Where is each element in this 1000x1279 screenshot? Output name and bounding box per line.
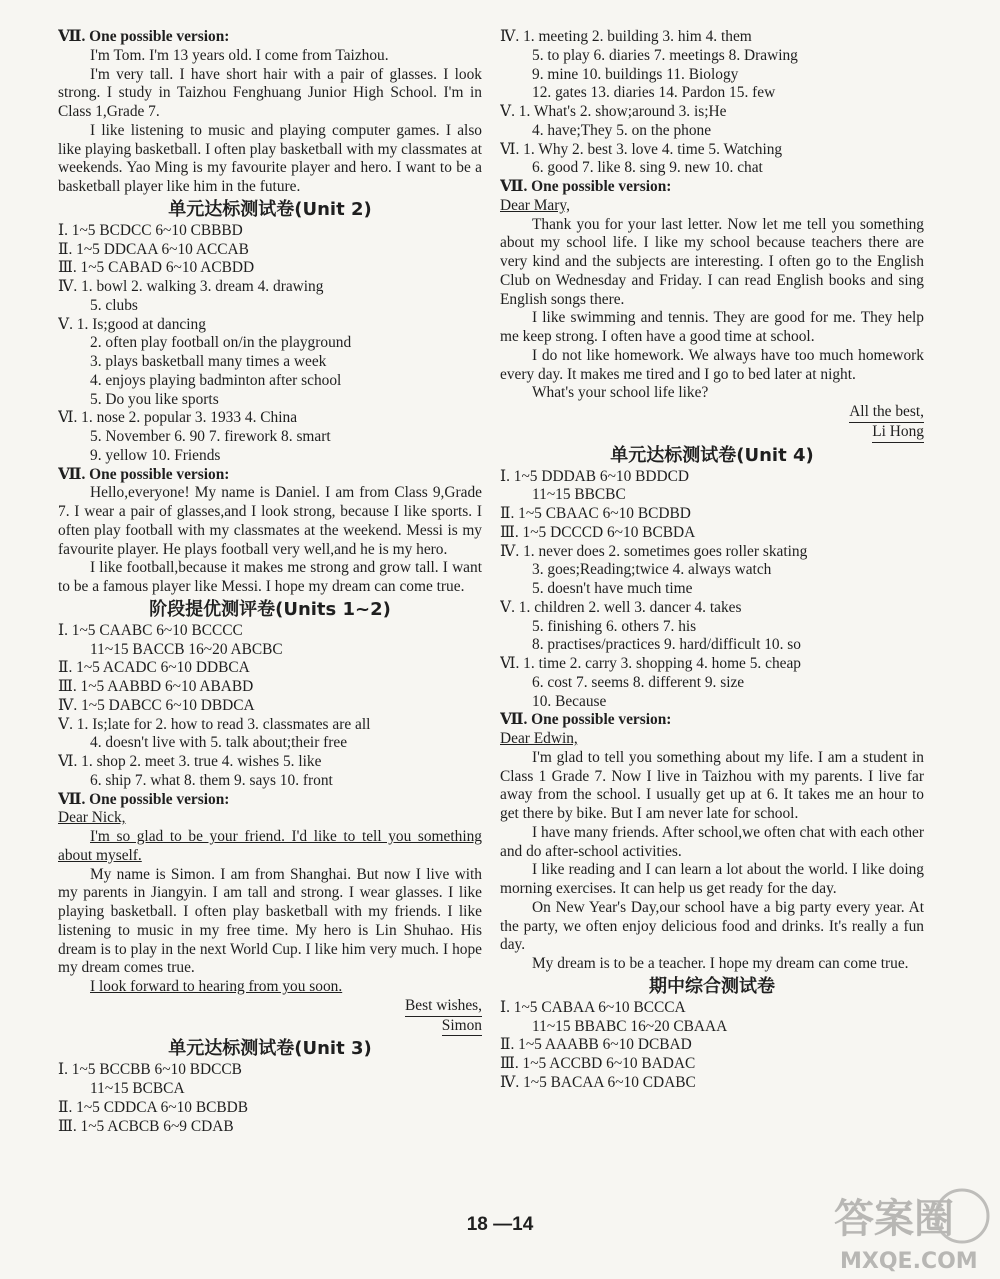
right-line: Ⅱ. 1~5 AAABB 6~10 DCBAD	[500, 1036, 692, 1054]
right-section-heading: 单元达标测试卷(Unit 4)	[610, 444, 814, 466]
right-paragraph: I do not like homework. We always have too much homework every day. It makes me tired and I go to bed later at night.	[500, 346, 924, 383]
right-line: 11~15 BBCBC	[532, 486, 626, 504]
right-line: Dear Edwin,	[500, 730, 578, 747]
right-line: 8. practises/practices 9. hard/difficult 10. so	[532, 636, 801, 654]
right-line: 4. have;They 5. on the phone	[532, 121, 712, 139]
left-line: Ⅵ. 1. shop 2. meet 3. true 4. wishes 5. like	[58, 753, 322, 770]
left-line: Ⅵ. 1. nose 2. popular 3. 1933 4. China	[58, 409, 298, 427]
left-paragraph: My name is Simon. I am from Shanghai. But now I live with my parents in Jiangyin. I am tall and strong. I wear glasses. I like playing basketball. I often play basketball with my friends. I like listening to music in my free time. My hero is Lin Shuhao. His dream is to play in the next World Cup. I like him very much. I hope my dream comes true.	[58, 865, 482, 977]
watermark-logo	[830, 1182, 992, 1274]
right-paragraph: My dream is to be a teacher. I hope my dream can come true.	[532, 955, 909, 972]
right-paragraph: I like swimming and tennis. They are good for me. They help me keep strong. I often have a good time at school.	[500, 309, 924, 345]
right-line: 5. finishing 6. others 7. his	[532, 617, 697, 635]
left-line: Ⅰ. 1~5 BCDCC 6~10 CBBBD	[58, 221, 243, 239]
left-line: I'm Tom. I'm 13 years old. I come from Taizhou.	[90, 46, 389, 64]
right-line: Ⅳ. 1. meeting 2. building 3. him 4. them	[500, 28, 752, 45]
right-paragraph: Thank you for your last letter. Now let me tell you something about my school life. I like my school because teachers there are very kind and the subjects are interesting. I often go to the English Club on Wednesday and Friday. I can read English books and sing English songs there.	[500, 215, 924, 308]
left-line: 5. Do you like sports	[90, 390, 219, 408]
right-paragraph: On New Year's Day,our school have a big party every year. At the party, we often enjoy delicious food and drinks. It's really a fun day.	[500, 898, 924, 954]
watermark-text: 答案圈	[834, 1196, 954, 1242]
right-line	[500, 403, 924, 423]
watermark-url: MXQE.COM	[840, 1249, 978, 1274]
right-part-heading: Ⅶ. One possible version:	[500, 178, 672, 195]
left-section-heading: 单元达标测试卷(Unit 2)	[168, 198, 372, 220]
right-line: Ⅵ. 1. time 2. carry 3. shopping 4. home 5. cheap	[500, 655, 801, 672]
right-line: Ⅵ. 1. Why 2. best 3. love 4. time 5. Watching	[500, 140, 783, 158]
right-paragraph: I'm glad to tell you something about my life. I am a student in Class 1 Grade 7. Now I live in Taizhou with my parents. I live far away from the school. I usually get up at 6. It takes me an hour to get there by bike. But I am never late for school.	[500, 748, 924, 822]
right-line: Ⅴ. 1. children 2. well 3. dancer 4. takes	[500, 598, 742, 616]
left-line: Ⅱ. 1~5 DDCAA 6~10 ACCAB	[58, 240, 249, 258]
right-line: 5. doesn't have much time	[532, 580, 693, 597]
left-line: Ⅳ. 1. bowl 2. walking 3. dream 4. drawing	[58, 278, 324, 295]
left-line: Ⅴ. 1. Is;good at dancing	[58, 315, 206, 333]
right-line: 11~15 BBABC 16~20 CBAAA	[532, 1017, 728, 1035]
right-section-heading: 期中综合测试卷	[649, 975, 775, 997]
right-line: Ⅲ. 1~5 ACCBD 6~10 BADAC	[500, 1055, 696, 1072]
right-line: 9. mine 10. buildings 11. Biology	[532, 65, 739, 83]
left-line: Ⅲ. 1~5 CABAD 6~10 ACBDD	[58, 259, 255, 277]
right-part-heading: Ⅶ. One possible version:	[500, 711, 672, 729]
left-part-heading: Ⅶ. One possible version:	[58, 465, 230, 483]
page-number: 18 —14	[466, 1214, 534, 1235]
left-paragraph: Hello,everyone! My name is Daniel. I am from Class 9,Grade 7. I wear a pair of glasses,and I look strong, because I like sports. I often play football with my classmates at the weekend. Messi is my favourite player. He plays football very well,and he is my hero.	[58, 484, 482, 558]
left-part-heading: Ⅶ. One possible version:	[58, 790, 230, 808]
left-line: 11~15 BACCB 16~20 ABCBC	[90, 640, 283, 658]
right-line: Ⅱ. 1~5 CBAAC 6~10 BCDBD	[500, 505, 691, 522]
left-line: Dear Nick,	[58, 809, 126, 827]
right-line: 10. Because	[532, 692, 607, 710]
left-line: Ⅰ. 1~5 CAABC 6~10 BCCCC	[58, 621, 243, 639]
left-column	[58, 28, 482, 1136]
right-line: 5. to play 6. diaries 7. meetings 8. Drawing	[532, 46, 798, 64]
left-line: 5. November 6. 90 7. firework 8. smart	[90, 428, 331, 445]
right-line: Ⅲ. 1~5 DCCCD 6~10 BCBDA	[500, 523, 696, 541]
left-signature: Best wishes,	[405, 997, 482, 1017]
left-line: Ⅲ. 1~5 ACBCB 6~9 CDAB	[58, 1117, 234, 1135]
right-column	[500, 28, 924, 1093]
left-paragraph: I like listening to music and playing computer games. I also like playing basketball. I often play basketball with my classmates at weekends. Yao Ming is my favourite player and hero. I want to be a basketball player like him in the future.	[58, 121, 482, 195]
right-line: Ⅰ. 1~5 DDDAB 6~10 BDDCD	[500, 467, 690, 485]
left-line: Ⅲ. 1~5 AABBD 6~10 ABABD	[58, 678, 254, 695]
right-paragraph: I like reading and I can learn a lot about the world. I like doing morning exercises. It can help us get ready for the day.	[500, 861, 924, 897]
left-line: 9. yellow 10. Friends	[90, 446, 221, 464]
left-line: 4. enjoys playing badminton after school	[90, 371, 342, 389]
left-line: 2. often play football on/in the playground	[90, 334, 352, 352]
left-paragraph: I'm so glad to be your friend. I'd like to tell you something about myself.	[58, 828, 482, 864]
right-line: Ⅳ. 1~5 BACAA 6~10 CDABC	[500, 1073, 696, 1091]
left-part-heading: Ⅶ. One possible version:	[58, 28, 230, 45]
left-line: 6. ship 7. what 8. them 9. says 10. front	[90, 771, 333, 789]
left-paragraph: I look forward to hearing from you soon.	[90, 978, 343, 995]
left-line: 5. clubs	[90, 296, 138, 314]
left-signature: Simon	[442, 1017, 482, 1037]
right-line: 6. good 7. like 8. sing 9. new 10. chat	[532, 159, 763, 177]
left-line: Ⅳ. 1~5 DABCC 6~10 DBDCA	[58, 696, 255, 714]
left-section-heading: 阶段提优测评卷(Units 1~2)	[149, 598, 391, 620]
right-line: 3. goes;Reading;twice 4. always watch	[532, 561, 772, 579]
left-line: Ⅱ. 1~5 ACADC 6~10 DDBCA	[58, 659, 250, 677]
right-line	[500, 423, 924, 443]
right-paragraph: I have many friends. After school,we often chat with each other and do after-school activities.	[500, 823, 924, 860]
right-line: Ⅴ. 1. What's 2. show;around 3. is;He	[500, 103, 727, 120]
right-line: Ⅰ. 1~5 CABAA 6~10 BCCCA	[500, 998, 686, 1016]
right-line: Ⅳ. 1. never does 2. sometimes goes roller skating	[500, 542, 808, 560]
left-section-heading: 单元达标测试卷(Unit 3)	[168, 1038, 372, 1060]
left-paragraph: I like football,because it makes me strong and grow tall. I want to be a famous player like Messi. I hope my dream can come true.	[58, 559, 482, 595]
left-line: 4. doesn't live with 5. talk about;their free	[90, 734, 348, 752]
left-line: Ⅴ. 1. Is;late for 2. how to read 3. classmates are all	[58, 715, 371, 733]
left-line	[58, 997, 482, 1017]
left-line	[58, 1017, 482, 1037]
right-line: Dear Mary,	[500, 196, 570, 214]
left-line: 3. plays basketball many times a week	[90, 353, 327, 370]
right-signature: Li Hong	[872, 423, 924, 443]
right-line: 12. gates 13. diaries 14. Pardon 15. few	[532, 84, 776, 102]
right-line: What's your school life like?	[532, 384, 709, 402]
left-paragraph: I'm very tall. I have short hair with a pair of glasses. I look strong. I study in Taizhou Fenghuang Junior High School. I'm in Class 1,Grade 7.	[58, 65, 482, 120]
left-line: 11~15 BCBCA	[90, 1080, 185, 1097]
right-signature: All the best,	[849, 403, 924, 423]
left-line: Ⅱ. 1~5 CDDCA 6~10 BCBDB	[58, 1098, 249, 1116]
right-line: 6. cost 7. seems 8. different 9. size	[532, 673, 745, 691]
left-line: Ⅰ. 1~5 BCCBB 6~10 BDCCB	[58, 1061, 242, 1079]
